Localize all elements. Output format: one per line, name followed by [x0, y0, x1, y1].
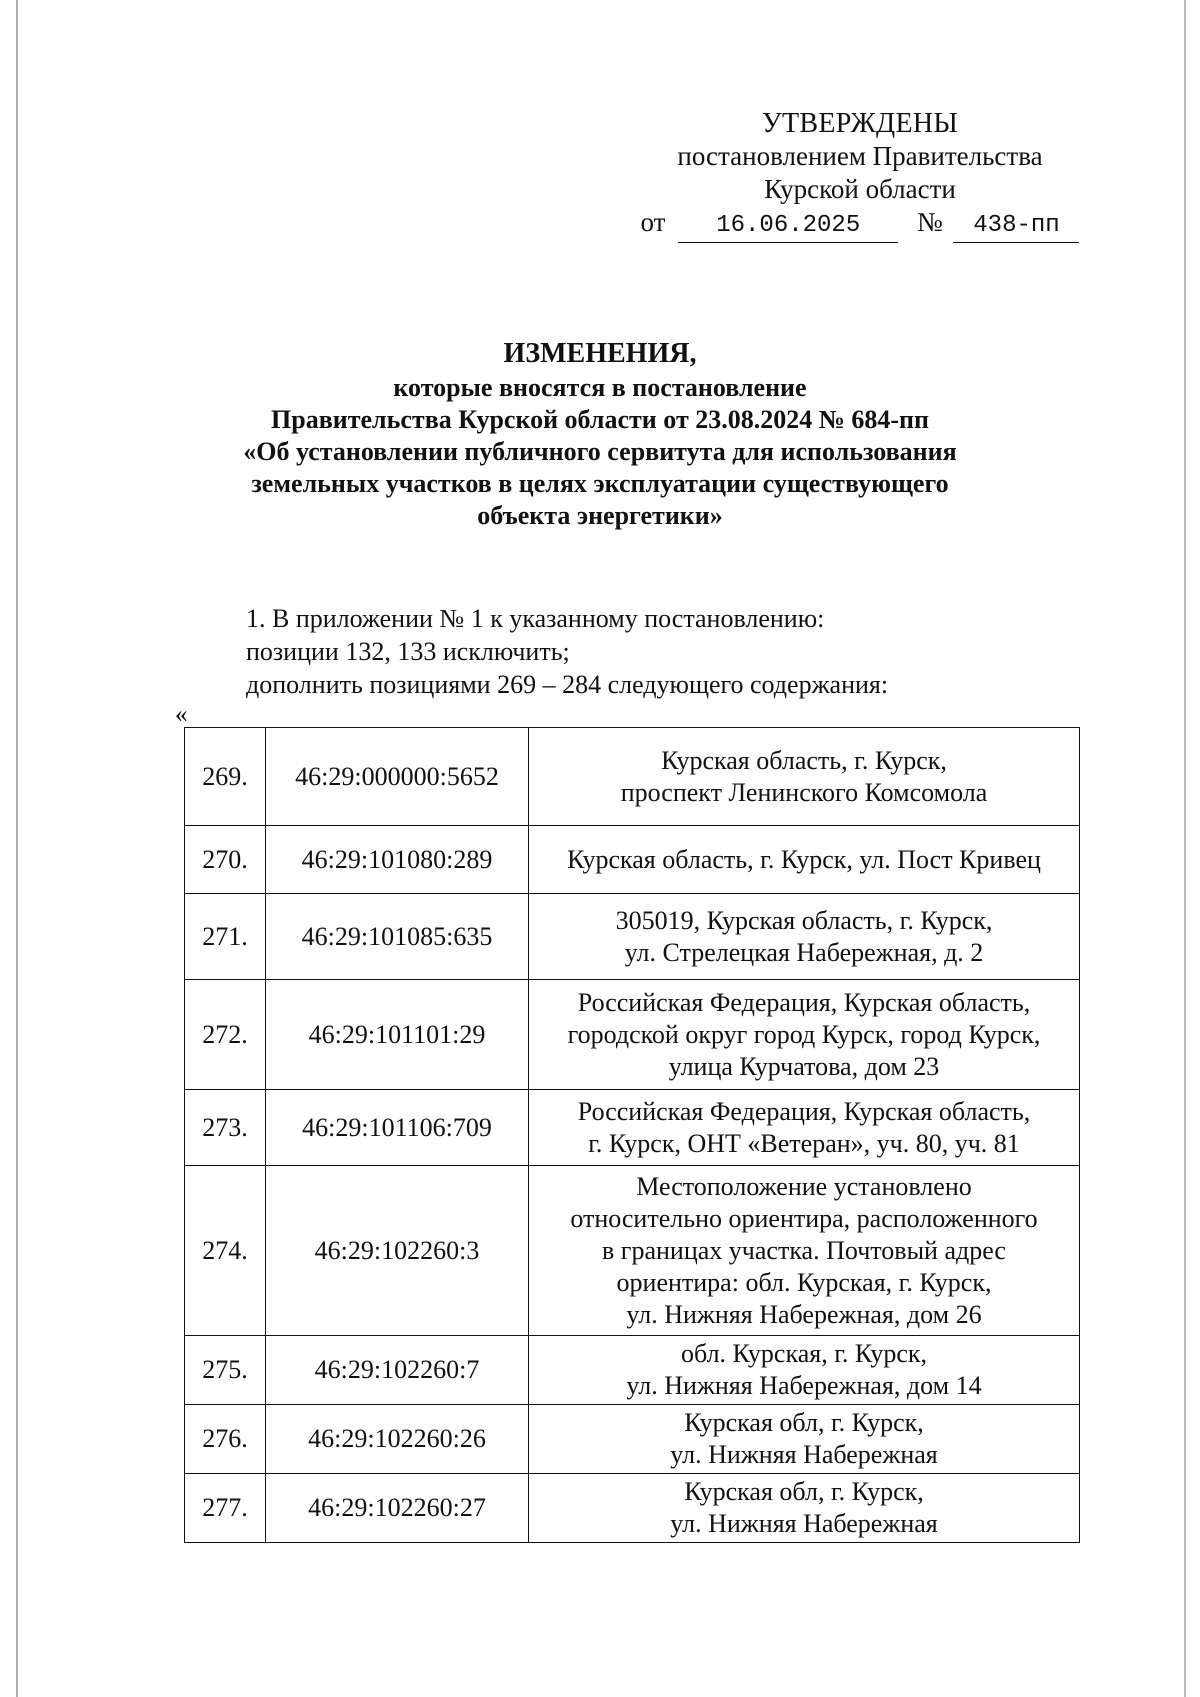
- position-number: 273.: [185, 1090, 266, 1166]
- position-number: 276.: [185, 1405, 266, 1474]
- position-number: 270.: [185, 826, 266, 894]
- cadastral-number: 46:29:101080:289: [266, 826, 529, 894]
- table-row: [185, 1166, 1080, 1336]
- address-cell: [529, 980, 1080, 1090]
- cadastral-number: 46:29:101101:29: [266, 980, 529, 1090]
- table-row: [185, 980, 1080, 1090]
- open-quote-mark: «: [175, 701, 188, 728]
- position-number: 271.: [185, 894, 266, 980]
- table-row: [185, 826, 1080, 894]
- body-paragraph: позиции 132, 133 исключить;: [246, 637, 570, 666]
- position-number: 277.: [185, 1474, 266, 1543]
- address-line: Курская область, г. Курск, ул. Пост Кривец: [567, 844, 1041, 874]
- address-cell: [529, 1405, 1080, 1474]
- scan-edge-right: [1184, 0, 1186, 1697]
- position-number: 269.: [185, 728, 266, 826]
- heading-title: ИЗМЕНЕНИЯ,: [503, 338, 697, 369]
- approval-stamp: [640, 107, 1080, 243]
- date-prefix: от: [640, 207, 666, 237]
- address-line: в границах участка. Почтовый адрес: [602, 1235, 1006, 1265]
- address-cell: [529, 1336, 1080, 1405]
- address-line: ул. Нижняя Набережная, дом 26: [626, 1299, 982, 1329]
- table-row: [185, 1090, 1080, 1166]
- heading-line: которые вносятся в постановление: [393, 373, 807, 402]
- table-row: [185, 728, 1080, 826]
- address-line: ул. Нижняя Набережная, дом 14: [626, 1371, 982, 1400]
- table-row: [185, 1474, 1080, 1543]
- address-line: обл. Курская, г. Курск,: [680, 1339, 927, 1368]
- body-paragraph: 1. В приложении № 1 к указанному постановлению:: [246, 604, 825, 633]
- cadastral-number: 46:29:101106:709: [266, 1090, 529, 1166]
- address-line: Курская область, г. Курск,: [661, 745, 947, 775]
- address-line: Курская обл, г. Курск,: [684, 1408, 924, 1437]
- approval-line-2: Курской области: [764, 174, 956, 204]
- address-line: ориентира: обл. Курская, г. Курск,: [616, 1267, 992, 1297]
- position-number: 272.: [185, 980, 266, 1090]
- address-line: Курская обл, г. Курск,: [684, 1477, 924, 1506]
- cadastral-number: 46:29:000000:5652: [266, 728, 529, 826]
- cadastral-number: 46:29:101085:635: [266, 894, 529, 980]
- address-line: Российская Федерация, Курская область,: [577, 987, 1031, 1017]
- heading-line: Правительства Курской области от 23.08.2024 № 684-пп: [271, 405, 929, 434]
- cadastral-number: 46:29:102260:3: [266, 1166, 529, 1336]
- address-line: Местоположение установлено: [636, 1171, 972, 1201]
- address-line: ул. Нижняя Набережная: [670, 1440, 938, 1469]
- positions-table-body: [185, 728, 1080, 1543]
- position-number: 274.: [185, 1166, 266, 1336]
- scan-edge-left: [16, 0, 18, 1697]
- position-number: 275.: [185, 1336, 266, 1405]
- table-row: [185, 894, 1080, 980]
- address-line: городской округ город Курск, город Курск,: [567, 1019, 1041, 1049]
- address-cell: [529, 1166, 1080, 1336]
- body-paragraph: дополнить позициями 269 – 284 следующего содержания:: [246, 670, 889, 699]
- address-line: ул. Стрелецкая Набережная, д. 2: [624, 937, 984, 967]
- heading-line: объекта энергетики»: [477, 501, 723, 530]
- address-line: 305019, Курская область, г. Курск,: [615, 905, 993, 935]
- address-cell: [529, 728, 1080, 826]
- table-row: [185, 1405, 1080, 1474]
- address-cell: [529, 1090, 1080, 1166]
- approval-date: 16.06.2025: [678, 209, 898, 243]
- body-text: [246, 602, 1066, 701]
- approval-number: 438-пп: [953, 209, 1079, 243]
- address-cell: [529, 826, 1080, 894]
- address-line: Российская Федерация, Курская область,: [577, 1096, 1031, 1126]
- approval-line-1: постановлением Правительства: [677, 141, 1043, 171]
- address-line: г. Курск, ОНТ «Ветеран», уч. 80, уч. 81: [588, 1128, 1020, 1158]
- cadastral-number: 46:29:102260:7: [266, 1336, 529, 1405]
- address-cell: [529, 1474, 1080, 1543]
- number-sign: №: [916, 207, 943, 237]
- approval-date-line: [640, 206, 1080, 243]
- table-row: [185, 1336, 1080, 1405]
- heading-line: «Об установлении публичного сервитута для использования: [243, 437, 957, 466]
- address-line: улица Курчатова, дом 23: [668, 1051, 940, 1081]
- document-heading: [160, 336, 1040, 532]
- cadastral-number: 46:29:102260:26: [266, 1405, 529, 1474]
- address-line: проспект Ленинского Комсомола: [620, 777, 988, 807]
- address-line: относительно ориентира, расположенного: [570, 1203, 1038, 1233]
- address-cell: [529, 894, 1080, 980]
- approval-title: УТВЕРЖДЕНЫ: [761, 108, 959, 139]
- cadastral-number: 46:29:102260:27: [266, 1474, 529, 1543]
- positions-table: [184, 727, 1080, 1543]
- address-line: ул. Нижняя Набережная: [670, 1509, 938, 1538]
- heading-line: земельных участков в целях эксплуатации существующего: [251, 469, 949, 498]
